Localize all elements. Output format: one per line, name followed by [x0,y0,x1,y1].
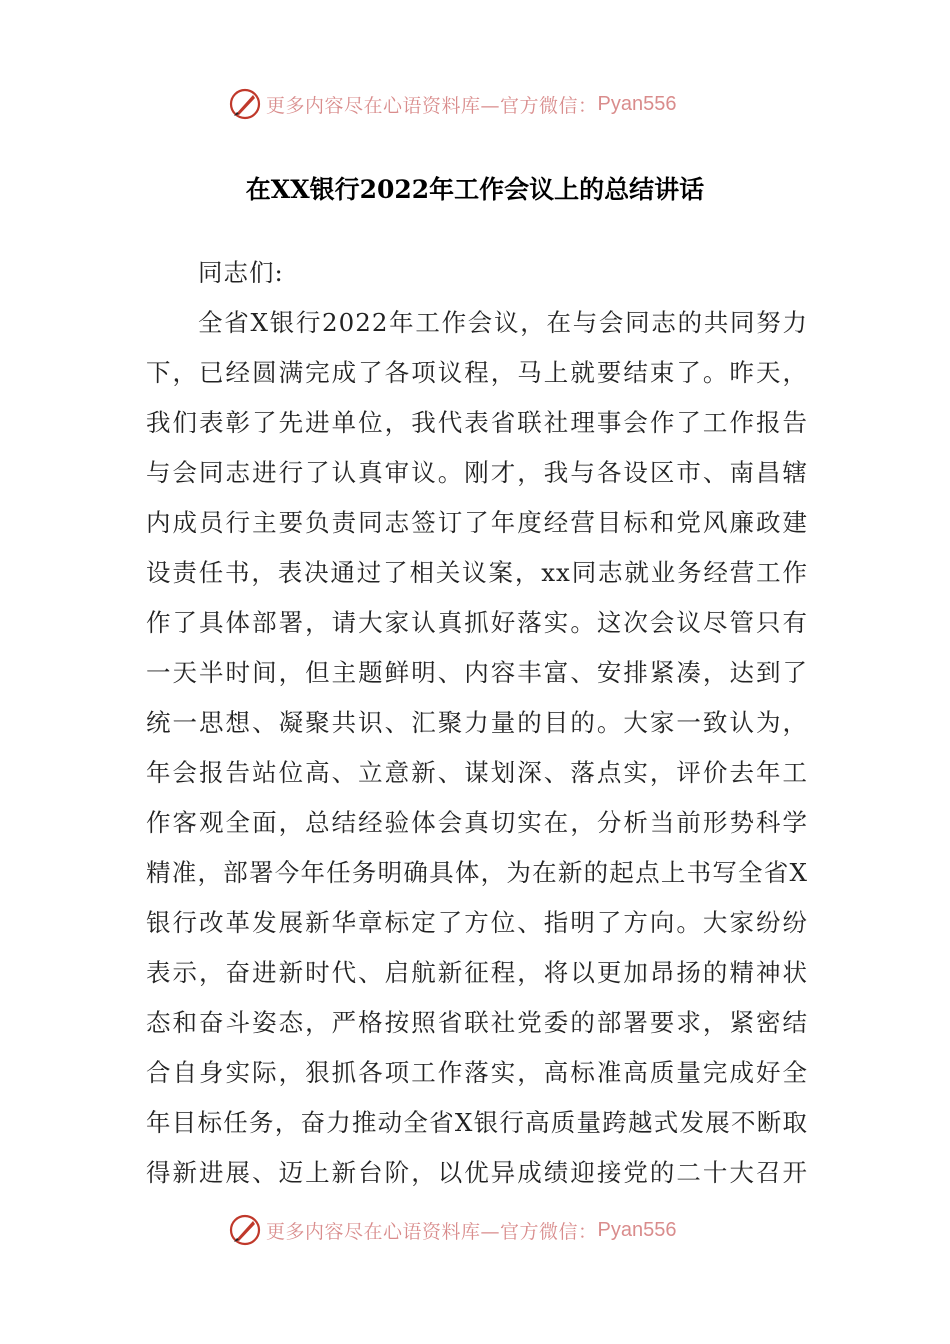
paragraph-line: 表示，奋进新时代、启航新征程，将以更加昂扬的精神状 [146,958,808,987]
paragraph-line: 内成员行主要负责同志签订了年度经营目标和党风廉政建 [146,508,808,537]
quill-pen-logo-icon [228,87,262,121]
salutation: 同志们: [198,258,284,287]
paragraph-line: 全省X银行2022年工作会议，在与会同志的共同努力 [198,308,808,337]
paragraph-line: 精准，部署今年任务明确具体，为在新的起点上书写全省X [146,858,808,887]
paragraph-line: 年目标任务，奋力推动全省X银行高质量跨越式发展不断取 [146,1108,808,1137]
paragraph-line: 作客观全面，总结经验体会真切实在，分析当前形势科学 [146,808,808,837]
paragraph-line: 合自身实际，狠抓各项工作落实，高标准高质量完成好全 [146,1058,808,1087]
footer-watermark [228,1210,676,1250]
header-watermark [228,84,676,124]
paragraph-line: 一天半时间，但主题鲜明、内容丰富、安排紧凑，达到了 [146,658,808,687]
paragraph-line: 得新进展、迈上新台阶，以优异成绩迎接党的二十大召开 [146,1158,808,1187]
document-title: 在XX银行2022年工作会议上的总结讲话 [245,175,705,204]
watermark-text: 更多内容尽在心语资料库—官方微信： [266,1220,598,1243]
paragraph-line: 我们表彰了先进单位，我代表省联社理事会作了工作报告 [146,408,808,437]
paragraph-line: 设责任书，表决通过了相关议案，xx同志就业务经营工作 [146,558,808,587]
paragraph-line: 作了具体部署，请大家认真抓好落实。这次会议尽管只有 [146,608,808,637]
watermark-wechat-id: Pyan556 [597,92,677,115]
watermark-wechat-id: Pyan556 [597,1218,677,1241]
paragraph-line: 统一思想、凝聚共识、汇聚力量的目的。大家一致认为， [146,708,808,737]
paragraph-line: 态和奋斗姿态，严格按照省联社党委的部署要求，紧密结 [146,1008,808,1037]
paragraph-line: 银行改革发展新华章标定了方位、指明了方向。大家纷纷 [146,908,808,937]
watermark-text: 更多内容尽在心语资料库—官方微信： [266,94,598,117]
paragraph-line: 年会报告站位高、立意新、谋划深、落点实，评价去年工 [146,758,808,787]
document-body [146,248,808,1198]
quill-pen-logo-icon [228,1213,262,1247]
paragraph-line: 下，已经圆满完成了各项议程，马上就要结束了。昨天， [146,358,808,387]
paragraph-line: 与会同志进行了认真审议。刚才，我与各设区市、南昌辖 [146,458,808,487]
